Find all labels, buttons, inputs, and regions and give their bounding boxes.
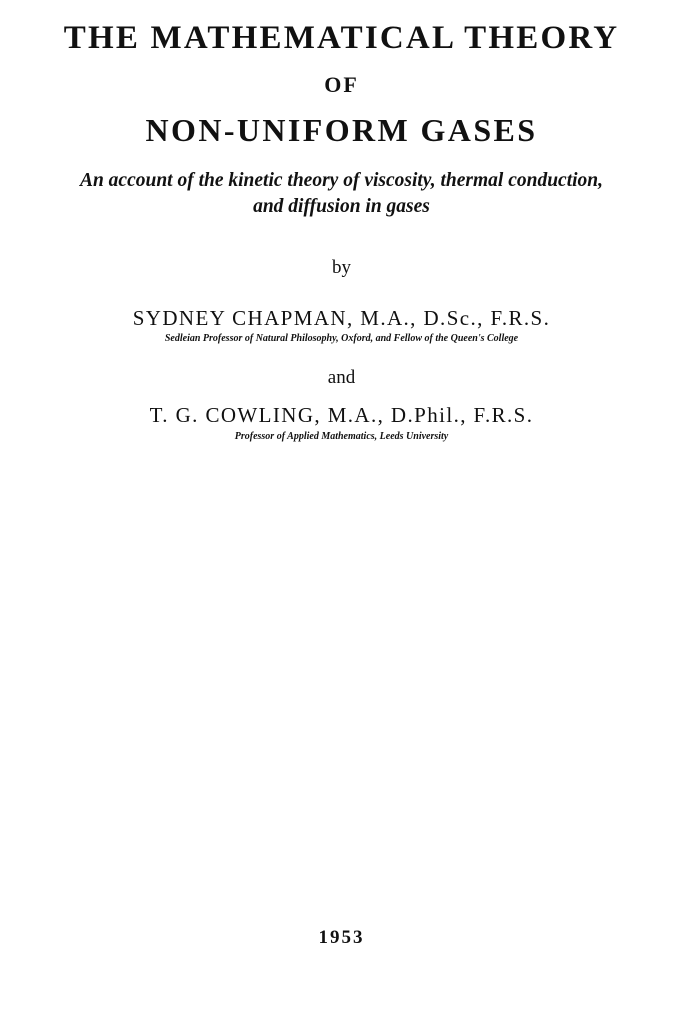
- author-name-2: T. G. COWLING, M.A., D.Phil., F.R.S.: [149, 403, 534, 427]
- book-title-connector: OF: [324, 72, 359, 97]
- publication-year: 1953: [318, 927, 365, 948]
- author-affiliation-2: Professor of Applied Mathematics, Leeds University: [234, 431, 449, 442]
- book-subtitle-line-2: and diffusion in gases: [253, 196, 430, 217]
- by-line: by: [332, 257, 351, 278]
- author-conjunction: and: [327, 367, 356, 388]
- book-subtitle-line-1: An account of the kinetic theory of viscosity, thermal conduction,: [79, 170, 604, 191]
- book-title: THE MATHEMATICAL THEORY: [63, 20, 620, 56]
- author-name-1: SYDNEY CHAPMAN, M.A., D.Sc., F.R.S.: [132, 306, 551, 330]
- book-title-subject: NON-UNIFORM GASES: [145, 112, 538, 148]
- author-affiliation-1: Sedleian Professor of Natural Philosophy, Oxford, and Fellow of the Queen's College: [164, 333, 519, 344]
